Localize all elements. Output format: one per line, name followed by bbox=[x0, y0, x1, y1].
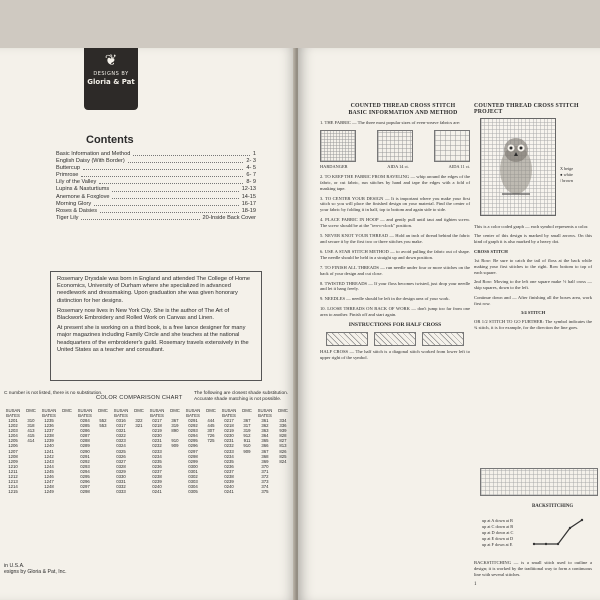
table-cell bbox=[238, 489, 256, 494]
toc-leader bbox=[99, 179, 243, 184]
toc-label: Buttercup bbox=[56, 165, 80, 172]
table-cell: 372 bbox=[261, 474, 269, 480]
table-cell: 0231 bbox=[224, 438, 234, 444]
toc-page: 14-15 bbox=[241, 193, 256, 200]
toc-row bbox=[56, 208, 256, 215]
contents-title: Contents bbox=[86, 134, 134, 146]
table-cell: 910 bbox=[243, 443, 251, 449]
column-header: DMC bbox=[134, 408, 144, 413]
table-cell: 310 bbox=[27, 418, 35, 423]
toc-page: 12-13 bbox=[241, 186, 256, 193]
table-cell: 1246 bbox=[44, 474, 54, 480]
toc-leader bbox=[112, 194, 238, 199]
color-comparison-table bbox=[4, 408, 292, 494]
table-cell: 0230 bbox=[224, 433, 234, 439]
table-cell: 0219 bbox=[224, 428, 234, 434]
table-cell: 414 bbox=[27, 438, 35, 444]
owl-motif-icon bbox=[492, 130, 540, 200]
table-cell: 0234 bbox=[224, 453, 234, 459]
legend-entry: / brown bbox=[560, 178, 573, 183]
table-cell: 336 bbox=[279, 423, 287, 429]
fabric-swatch bbox=[434, 130, 470, 162]
table-cell: 334 bbox=[279, 418, 287, 423]
column-header: SUSAN BATES bbox=[257, 408, 273, 418]
table-cell: 0295 bbox=[188, 438, 198, 444]
table-cell: 0299 bbox=[188, 458, 198, 464]
footer-line: in U.S.A. bbox=[4, 563, 25, 569]
right-page bbox=[298, 48, 600, 600]
table-cell: 0238 bbox=[224, 474, 234, 480]
table-cell: 0236 bbox=[224, 463, 234, 469]
bio-paragraph: At present she is working on a third book, is a free lance designer for many major magazines including Family Circle and she teaches at the national headquarters of the embroiderer's guild. Rosemary travels extensively in the United States as a teacher and consultant. bbox=[57, 325, 249, 353]
table-cell: 1214 bbox=[8, 484, 18, 490]
table-cell: 368 bbox=[261, 453, 269, 459]
backstitch-step: up at C down at B bbox=[482, 524, 514, 529]
table-cell: 0323 bbox=[116, 438, 126, 444]
table-cell: 444 bbox=[207, 418, 215, 423]
table-cell: 415 bbox=[27, 433, 35, 439]
publisher-footer bbox=[4, 563, 67, 576]
table-cell: 1211 bbox=[8, 468, 18, 474]
toc-row bbox=[56, 172, 256, 179]
table-cell: 0239 bbox=[152, 479, 162, 485]
toc-label: Lupins & Nasturtiums bbox=[56, 186, 110, 193]
table-cell: 0231 bbox=[152, 438, 162, 444]
table-cell: 552 bbox=[99, 418, 107, 423]
toc-page: 8- 9 bbox=[246, 179, 256, 186]
table-cell: 0232 bbox=[224, 443, 234, 449]
instruction-paragraph: 9. NEEDLES — needle should be left in the design area of your work. bbox=[320, 296, 450, 302]
title-line: BASIC INFORMATION AND METHOD bbox=[348, 109, 458, 116]
backstitch-diagram-icon bbox=[530, 514, 592, 550]
chart-note-left: C number is not listed, there is no substitution. bbox=[4, 391, 103, 396]
toc-leader bbox=[133, 151, 250, 156]
table-cell: 367 bbox=[261, 448, 269, 454]
table-cell: 826 bbox=[279, 448, 287, 454]
table-cell: 0292 bbox=[80, 458, 90, 464]
table-header bbox=[4, 408, 292, 418]
instruction-paragraph: 2. TO KEEP THE FABRIC FROM RAVELING — whip around the edges of the fabric, or cut fabric, run stitches by hand and tape the edges with a fold of masking tape. bbox=[320, 173, 470, 191]
column-header: DMC bbox=[278, 408, 288, 413]
table-cell: 0300 bbox=[188, 463, 198, 469]
table-cell: 0291 bbox=[188, 418, 198, 423]
toc-leader bbox=[128, 158, 244, 163]
toc-page: 4- 5 bbox=[246, 165, 256, 172]
toc-label: Basic Information and Method bbox=[56, 151, 131, 157]
table-cell: 0284 bbox=[80, 418, 90, 423]
stitch-diagram bbox=[326, 332, 368, 346]
table-cell bbox=[22, 489, 40, 494]
table-cell: 0295 bbox=[80, 474, 90, 480]
table-cell: 828 bbox=[279, 433, 287, 439]
table-cell: 0317 bbox=[116, 423, 126, 429]
table-cell: 363 bbox=[261, 428, 269, 434]
table-cell: 0219 bbox=[152, 428, 162, 434]
column-header: SUSAN BATES bbox=[113, 408, 129, 418]
ornament-icon: ❦ bbox=[104, 51, 118, 69]
instruction-paragraph: 4. PLACE FABRIC IN HOOP — and gently pull until taut and tighten screw. The screw should be at the "ten-o-clock" position. bbox=[320, 217, 470, 229]
table-cell: 0333 bbox=[116, 489, 126, 495]
table-cell: 1206 bbox=[8, 443, 18, 449]
table-cell: 0236 bbox=[152, 463, 162, 469]
table-cell: 0332 bbox=[116, 484, 126, 490]
toc-row bbox=[56, 194, 256, 201]
table-cell: 0304 bbox=[188, 484, 198, 490]
title-line: COUNTED THREAD CROSS STITCH bbox=[350, 103, 456, 109]
table-cell bbox=[58, 489, 76, 494]
table-cell: 0321 bbox=[116, 428, 126, 434]
project-paragraph: OR 1/2 STITCH TO GO FURTHER: The symbol indicates the ¾ stitch, it is for example, for the direction the line goes. bbox=[474, 319, 592, 331]
backstitch-step: up at A down at B bbox=[482, 518, 513, 523]
table-cell: 825 bbox=[279, 453, 287, 459]
table-cell: 909 bbox=[171, 443, 179, 449]
instruction-paragraph: 6. USE A STAB STITCH METHOD — to avoid pulling the fabric out of shape. The needle should be held in a straight up and down position. bbox=[320, 248, 470, 260]
table-cell: 0239 bbox=[224, 479, 234, 485]
table-cell: 0301 bbox=[188, 468, 198, 474]
table-cell: 0241 bbox=[152, 489, 162, 495]
table-cell: 911 bbox=[243, 438, 251, 444]
column-header: DMC bbox=[62, 408, 72, 413]
table-cell: 307 bbox=[207, 428, 215, 434]
table-cell: 1207 bbox=[8, 448, 18, 454]
instructions-title bbox=[338, 103, 468, 116]
column-header: SUSAN BATES bbox=[5, 408, 21, 418]
project-paragraph: Continue down and — After finishing all the boxes area, work first row. bbox=[474, 294, 592, 306]
table-cell: 0331 bbox=[116, 479, 126, 485]
table-cell: 1201 bbox=[8, 418, 18, 423]
table-cell: 0298 bbox=[188, 453, 198, 459]
toc-label: Tiger Lily bbox=[56, 214, 79, 221]
color-chart-title: COLOR COMPARISON CHART bbox=[96, 395, 183, 401]
table-cell: 1205 bbox=[8, 438, 18, 444]
project-title: COUNTED THREAD CROSS STITCH PROJECT bbox=[474, 103, 579, 115]
table-cell: 1249 bbox=[44, 489, 54, 495]
footer-line: esigns by Gloria & Pat, Inc. bbox=[4, 569, 67, 576]
table-cell: 0291 bbox=[80, 453, 90, 459]
table-cell: 0296 bbox=[80, 479, 90, 485]
fabric-swatch bbox=[320, 130, 356, 162]
table-cell: 827 bbox=[279, 438, 287, 444]
legend-entry: X beige bbox=[560, 166, 574, 171]
swatch-label: AIDA 11 ct. bbox=[448, 163, 470, 169]
chart-note-right: The following are closest shade substitution. Accurate shade matching is not possible. bbox=[194, 391, 289, 402]
table-cell: 0294 bbox=[188, 433, 198, 439]
table-cell: 318 bbox=[27, 423, 35, 429]
designer-logo bbox=[84, 48, 138, 110]
table-cell: 1237 bbox=[44, 428, 54, 434]
table-cell: 1240 bbox=[44, 443, 54, 449]
table-cell: 1215 bbox=[8, 489, 18, 495]
toc-label: Anemone & Foxglove bbox=[56, 193, 110, 200]
table-cell: 0217 bbox=[224, 418, 234, 423]
table-cell: 0218 bbox=[224, 423, 234, 429]
instruction-paragraph: 7. TO FINISH ALL THREADS — run needle under four or more stitches on the back of your design and cut close. bbox=[320, 264, 470, 276]
table-cell: 0234 bbox=[152, 453, 162, 459]
table-cell: 0240 bbox=[224, 484, 234, 490]
toc-row bbox=[56, 186, 256, 193]
table-cell: 361 bbox=[261, 418, 269, 423]
table-cell: 1248 bbox=[44, 484, 54, 490]
table-cell: 1204 bbox=[8, 433, 18, 439]
instruction-paragraph: HALF CROSS — The half stitch is a diagonal stitch worked from lower left to upper right of the symbol. bbox=[320, 348, 470, 360]
page-number: 1 bbox=[474, 582, 477, 587]
project-heading: 3/4 STITCH bbox=[520, 309, 546, 315]
swatch-label: AIDA 14 ct. bbox=[387, 163, 409, 169]
toc-row bbox=[56, 201, 256, 208]
table-cell: 413 bbox=[27, 428, 35, 434]
table-cell: 0293 bbox=[80, 463, 90, 469]
table-cell: 912 bbox=[243, 433, 251, 439]
instructions-column bbox=[320, 120, 470, 365]
table-cell: 1209 bbox=[8, 458, 18, 464]
toc-leader bbox=[83, 165, 243, 170]
left-page bbox=[0, 48, 296, 600]
table-cell: 362 bbox=[261, 423, 269, 429]
table-cell: 939 bbox=[279, 428, 287, 434]
logo-line-2: Gloria & Pat bbox=[87, 78, 135, 86]
table-cell: 371 bbox=[261, 468, 269, 474]
column-header: DMC bbox=[170, 408, 180, 413]
table-cell: 0230 bbox=[152, 433, 162, 439]
table-cell: 890 bbox=[171, 428, 179, 434]
table-cell: 373 bbox=[261, 479, 269, 485]
table-cell: 0302 bbox=[188, 474, 198, 480]
half-cross-diagram bbox=[320, 332, 470, 346]
column-header: DMC bbox=[26, 408, 36, 413]
toc-label: Roses & Daisies bbox=[56, 207, 98, 214]
stitch-diagram bbox=[422, 332, 464, 346]
backstitch-steps bbox=[482, 518, 513, 548]
toc-label: Lily of the Valley bbox=[56, 179, 97, 186]
column-header: DMC bbox=[242, 408, 252, 413]
column-header: DMC bbox=[206, 408, 216, 413]
table-cell: 0292 bbox=[188, 423, 198, 429]
table-cell: 1247 bbox=[44, 479, 54, 485]
table-cell: 319 bbox=[243, 428, 251, 434]
table-row bbox=[4, 489, 292, 494]
table-cell: 0218 bbox=[152, 423, 162, 429]
table-cell: 0286 bbox=[80, 428, 90, 434]
table-cell: 0288 bbox=[80, 438, 90, 444]
table-cell: 0298 bbox=[80, 489, 90, 495]
backstitch-step: up at D down at C bbox=[482, 530, 514, 535]
toc-label: Morning Glory bbox=[56, 200, 92, 207]
table-cell: 0235 bbox=[224, 458, 234, 464]
table-cell: 0328 bbox=[116, 463, 126, 469]
column-header: SUSAN BATES bbox=[221, 408, 237, 418]
table-cell bbox=[130, 489, 148, 494]
table-cell: 726 bbox=[207, 433, 215, 439]
legend-entry: ● white bbox=[560, 172, 573, 177]
table-cell: 1236 bbox=[44, 423, 54, 429]
table-cell: 824 bbox=[279, 458, 287, 464]
instruction-paragraph: 8. TWISTED THREADS — If your floss becomes twisted, just drop your needle and let it hang freely. bbox=[320, 280, 470, 292]
instruction-paragraph: 5. NEVER KNOT YOUR THREAD — Hold an inch of thread behind the fabric and secure it by the first two or three stitches you make. bbox=[320, 233, 470, 244]
table-cell: 0294 bbox=[80, 468, 90, 474]
table-cell: 0232 bbox=[152, 443, 162, 449]
project-paragraph: The center of this design is marked by small arrows. On this kind of graph it is also marked by a heavy dot. bbox=[474, 233, 592, 245]
toc-leader bbox=[94, 201, 239, 206]
table-cell: 0233 bbox=[152, 448, 162, 454]
column-header: SUSAN BATES bbox=[185, 408, 201, 418]
toc-leader bbox=[112, 186, 239, 191]
table-cell: 0235 bbox=[152, 458, 162, 464]
table-cell: 1203 bbox=[8, 428, 18, 434]
instruction-paragraph: 10. LOOSE THREADS ON BACK OF WORK — don't jump too far from one area to another. Finish off and start again. bbox=[320, 306, 470, 318]
project-paragraph: 2nd Row: Moving to the left one square make ½ half cross — skip squares, down to the left. bbox=[474, 279, 592, 291]
table-cell: 0297 bbox=[188, 448, 198, 454]
table-cell: 322 bbox=[135, 418, 143, 423]
table-cell: 0233 bbox=[224, 448, 234, 454]
table-cell: 1202 bbox=[8, 423, 18, 429]
table-cell: 0329 bbox=[116, 468, 126, 474]
stitch-example-grid bbox=[480, 468, 598, 496]
toc-page: 16-17 bbox=[241, 200, 256, 207]
stitch-diagram bbox=[374, 332, 416, 346]
toc-page: 20-Inside Back Cover bbox=[202, 214, 256, 221]
table-cell: 1243 bbox=[44, 458, 54, 464]
table-cell: 0322 bbox=[116, 433, 126, 439]
table-cell: 0296 bbox=[188, 443, 198, 449]
table-of-contents bbox=[56, 151, 256, 222]
table-cell: 0293 bbox=[188, 428, 198, 434]
toc-label: English Daisy (With Border) bbox=[56, 158, 125, 165]
table-cell: 374 bbox=[261, 484, 269, 490]
logo-line-1: DESIGNS BY bbox=[93, 71, 129, 77]
toc-row bbox=[56, 151, 256, 158]
table-cell: 367 bbox=[171, 418, 179, 423]
backstitching-title: BACKSTITCHING bbox=[532, 504, 574, 509]
table-cell: 1239 bbox=[44, 438, 54, 444]
table-cell: 321 bbox=[135, 423, 143, 429]
instruction-paragraph: 3. TO CENTER YOUR DESIGN — It is important where you make your first stitch so you will place the finished design on your material. Find the center of your fabric by folding it in half, top to bottom and again side to side. bbox=[320, 195, 470, 213]
half-cross-title: INSTRUCTIONS FOR HALF CROSS bbox=[348, 322, 442, 329]
author-bio bbox=[50, 271, 262, 381]
table-cell: 1241 bbox=[44, 448, 54, 454]
table-cell: 909 bbox=[243, 448, 251, 454]
table-cell: 367 bbox=[243, 418, 251, 423]
backstitch-step: up at E down at D bbox=[482, 536, 514, 541]
table-cell bbox=[166, 489, 184, 494]
toc-leader bbox=[100, 208, 239, 213]
table-cell: 0241 bbox=[224, 489, 234, 495]
toc-leader bbox=[81, 172, 243, 177]
bio-paragraph: Rosemary Drysdale was born in England and attended The College of Home Economics, University of Durham where she specialized in advanced needlework and dressmaking. Upon graduation she was given honorary distinction for her designs. bbox=[57, 276, 251, 304]
table-cell: 370 bbox=[261, 463, 269, 469]
table-cell: 0290 bbox=[80, 448, 90, 454]
color-legend bbox=[560, 166, 573, 184]
table-cell: 1212 bbox=[8, 474, 18, 480]
table-cell bbox=[274, 489, 292, 494]
toc-page: 6- 7 bbox=[246, 172, 256, 179]
bio-paragraph: Rosemary now lives in New York City. She is the author of The Art of Blackwork Embroidery and Rolled Work on Canvas and Linen. bbox=[57, 307, 230, 322]
table-cell: 1238 bbox=[44, 433, 54, 439]
table-cell: 0287 bbox=[80, 433, 90, 439]
table-cell: 1235 bbox=[44, 418, 54, 423]
table-cell: 0330 bbox=[116, 474, 126, 480]
table-cell: 0327 bbox=[116, 458, 126, 464]
toc-page: 2- 3 bbox=[246, 158, 256, 165]
fabric-swatches bbox=[320, 130, 470, 162]
table-cell: 910 bbox=[171, 438, 179, 444]
project-paragraph: 1st Row: Be sure to catch the tail of floss at the back while making your first stitches to the right. Row bottom to top of each square. bbox=[474, 258, 592, 275]
toc-leader bbox=[81, 215, 199, 220]
table-cell: 1242 bbox=[44, 453, 54, 459]
instruction-paragraph: 1. THE FABRIC — The three most popular sizes of even-weave fabrics are: bbox=[320, 120, 461, 125]
column-header: DMC bbox=[98, 408, 108, 413]
column-header: SUSAN BATES bbox=[149, 408, 165, 418]
toc-row bbox=[56, 165, 256, 172]
table-cell: 553 bbox=[99, 423, 107, 429]
table-cell: 317 bbox=[243, 423, 251, 429]
table-cell: 1210 bbox=[8, 463, 18, 469]
table-cell: 0289 bbox=[80, 443, 90, 449]
table-cell: 0325 bbox=[116, 448, 126, 454]
table-cell bbox=[94, 489, 112, 494]
table-cell: 0285 bbox=[80, 423, 90, 429]
table-cell: 366 bbox=[261, 443, 269, 449]
table-cell: 0324 bbox=[116, 443, 126, 449]
table-cell: 0238 bbox=[152, 474, 162, 480]
project-column bbox=[474, 224, 592, 335]
swatch-label: HARDANGER bbox=[320, 163, 348, 169]
table-cell: 319 bbox=[171, 423, 179, 429]
toc-row bbox=[56, 215, 256, 222]
table-cell: 725 bbox=[207, 438, 215, 444]
table-cell: 1208 bbox=[8, 453, 18, 459]
table-cell: 0237 bbox=[152, 468, 162, 474]
column-header: SUSAN BATES bbox=[77, 408, 93, 418]
table-cell: 0240 bbox=[152, 484, 162, 490]
table-cell: 1245 bbox=[44, 468, 54, 474]
table-cell: 1213 bbox=[8, 479, 18, 485]
table-cell: 0326 bbox=[116, 453, 126, 459]
table-cell: 1244 bbox=[44, 463, 54, 469]
fabric-swatch bbox=[377, 130, 413, 162]
table-cell: 0316 bbox=[116, 418, 126, 423]
toc-page: 1 bbox=[252, 151, 256, 157]
table-cell: 364 bbox=[261, 433, 269, 439]
table-cell: 369 bbox=[261, 458, 269, 464]
table-cell: 0297 bbox=[80, 484, 90, 490]
table-cell bbox=[202, 489, 220, 494]
table-cell: 0237 bbox=[224, 468, 234, 474]
table-cell: 365 bbox=[261, 438, 269, 444]
table-cell: 0305 bbox=[188, 489, 198, 495]
project-paragraph: This is a color coded graph — each symbol represents a color. bbox=[474, 224, 589, 229]
table-cell: 445 bbox=[207, 423, 215, 429]
toc-page: 18-19 bbox=[241, 207, 256, 214]
toc-row bbox=[56, 158, 256, 165]
backstitching-text: BACKSTITCHING — is a small stitch used to outline a design; it is worked by the traditional way to form a continuous line with several stitches. bbox=[474, 560, 592, 577]
table-cell: 813 bbox=[279, 443, 287, 449]
table-cell: 0217 bbox=[152, 418, 162, 423]
toc-row bbox=[56, 179, 256, 186]
table-cell: 375 bbox=[261, 489, 269, 495]
swatch-labels bbox=[320, 164, 470, 170]
table-cell: 0303 bbox=[188, 479, 198, 485]
backstitch-step: up at F down at E bbox=[482, 542, 513, 547]
column-header: SUSAN BATES bbox=[41, 408, 57, 418]
project-heading: CROSS STITCH bbox=[474, 248, 508, 254]
toc-label: Primrose bbox=[56, 172, 79, 179]
